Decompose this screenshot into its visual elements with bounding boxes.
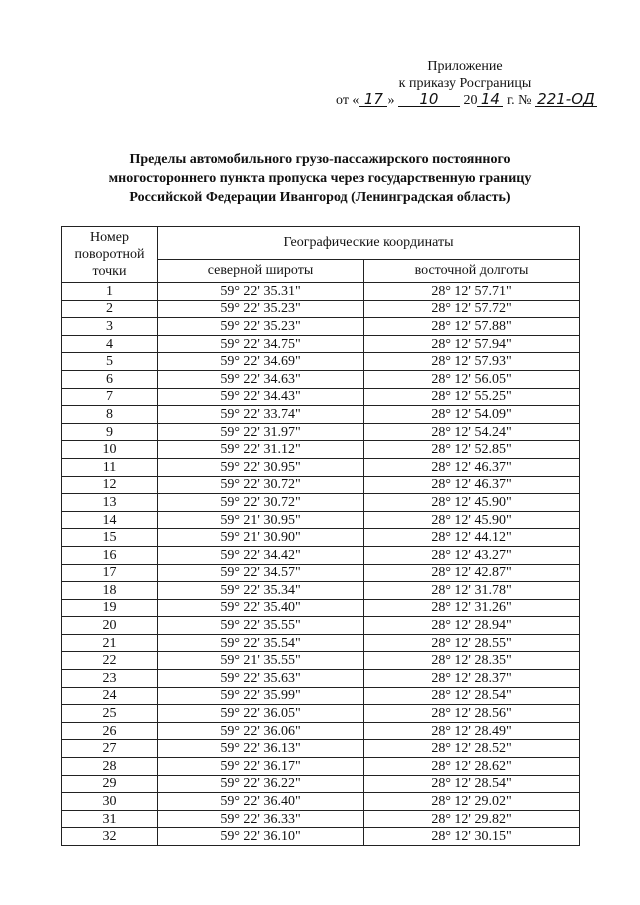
table-row [62, 828, 580, 846]
point-number-cell: 16 [62, 546, 158, 564]
table-row [62, 564, 580, 582]
table-row [62, 652, 580, 670]
latitude-cell: 59° 22' 33.74" [158, 406, 364, 424]
point-number-cell: 6 [62, 370, 158, 388]
longitude-cell: 28° 12' 57.72" [364, 300, 580, 318]
latitude-cell: 59° 22' 36.17" [158, 758, 364, 776]
coordinates-table [61, 226, 580, 846]
table-row [62, 406, 580, 424]
latitude-cell: 59° 22' 36.06" [158, 722, 364, 740]
table-row [62, 722, 580, 740]
longitude-cell: 28° 12' 46.37" [364, 476, 580, 494]
longitude-cell: 28° 12' 28.35" [364, 652, 580, 670]
table-row [62, 494, 580, 512]
table-row [62, 300, 580, 318]
point-number-cell: 9 [62, 423, 158, 441]
longitude-cell: 28° 12' 31.26" [364, 599, 580, 617]
point-number-cell: 24 [62, 687, 158, 705]
table-row [62, 670, 580, 688]
latitude-cell: 59° 22' 34.43" [158, 388, 364, 406]
point-number-cell: 10 [62, 441, 158, 459]
table-row [62, 599, 580, 617]
point-number-cell: 26 [62, 722, 158, 740]
latitude-cell: 59° 22' 30.95" [158, 458, 364, 476]
table-row [62, 388, 580, 406]
point-number-cell: 30 [62, 793, 158, 811]
longitude-cell: 28° 12' 44.12" [364, 529, 580, 547]
latitude-cell: 59° 22' 34.63" [158, 370, 364, 388]
longitude-cell: 28° 12' 28.62" [364, 758, 580, 776]
latitude-cell: 59° 21' 35.55" [158, 652, 364, 670]
point-number-cell: 20 [62, 617, 158, 635]
table-row [62, 458, 580, 476]
order-date-line [336, 92, 600, 109]
longitude-cell: 28° 12' 29.02" [364, 793, 580, 811]
table-row [62, 441, 580, 459]
latitude-cell: 59° 22' 30.72" [158, 494, 364, 512]
latitude-cell: 59° 22' 35.99" [158, 687, 364, 705]
table-row [62, 775, 580, 793]
latitude-cell: 59° 22' 36.10" [158, 828, 364, 846]
longitude-cell: 28° 12' 57.93" [364, 353, 580, 371]
latitude-cell: 59° 21' 30.90" [158, 529, 364, 547]
latitude-cell: 59° 22' 31.97" [158, 423, 364, 441]
longitude-cell: 28° 12' 54.24" [364, 423, 580, 441]
table-row [62, 370, 580, 388]
handwritten-year: 14 [477, 92, 503, 107]
latitude-cell: 59° 22' 34.42" [158, 546, 364, 564]
date-quote-close: » [387, 93, 395, 108]
longitude-cell: 28° 12' 42.87" [364, 564, 580, 582]
latitude-cell: 59° 22' 35.34" [158, 582, 364, 600]
longitude-cell: 28° 12' 52.85" [364, 441, 580, 459]
latitude-cell: 59° 22' 35.54" [158, 634, 364, 652]
longitude-cell: 28° 12' 55.25" [364, 388, 580, 406]
longitude-cell: 28° 12' 46.37" [364, 458, 580, 476]
longitude-cell: 28° 12' 28.49" [364, 722, 580, 740]
longitude-cell: 28° 12' 28.94" [364, 617, 580, 635]
point-number-cell: 4 [62, 335, 158, 353]
handwritten-month: 10 [398, 92, 460, 107]
latitude-cell: 59° 22' 34.57" [158, 564, 364, 582]
point-number-cell: 23 [62, 670, 158, 688]
appendix-block [330, 58, 600, 109]
latitude-cell: 59° 22' 36.40" [158, 793, 364, 811]
point-number-cell: 3 [62, 318, 158, 336]
point-number-cell: 25 [62, 705, 158, 723]
table-row [62, 335, 580, 353]
handwritten-day: 17 [359, 92, 387, 107]
table-row [62, 687, 580, 705]
header-coordinates: Географические координаты [158, 227, 580, 260]
point-number-cell: 27 [62, 740, 158, 758]
latitude-cell: 59° 22' 34.75" [158, 335, 364, 353]
point-number-cell: 14 [62, 511, 158, 529]
point-number-cell: 15 [62, 529, 158, 547]
latitude-cell: 59° 22' 30.72" [158, 476, 364, 494]
longitude-cell: 28° 12' 28.52" [364, 740, 580, 758]
longitude-cell: 28° 12' 28.54" [364, 775, 580, 793]
table-row [62, 546, 580, 564]
table-row [62, 511, 580, 529]
longitude-cell: 28° 12' 28.54" [364, 687, 580, 705]
latitude-cell: 59° 22' 35.63" [158, 670, 364, 688]
longitude-cell: 28° 12' 30.15" [364, 828, 580, 846]
point-number-cell: 1 [62, 283, 158, 301]
point-number-cell: 12 [62, 476, 158, 494]
latitude-cell: 59° 22' 36.05" [158, 705, 364, 723]
appendix-order-ref: к приказу Росграницы [398, 76, 532, 91]
longitude-cell: 28° 12' 57.94" [364, 335, 580, 353]
table-row [62, 423, 580, 441]
longitude-cell: 28° 12' 43.27" [364, 546, 580, 564]
table-row [62, 476, 580, 494]
appendix-label: Приложение [427, 59, 503, 74]
point-number-cell: 19 [62, 599, 158, 617]
table-body [62, 283, 580, 846]
latitude-cell: 59° 22' 35.40" [158, 599, 364, 617]
document-title [60, 150, 580, 207]
point-number-cell: 32 [62, 828, 158, 846]
latitude-cell: 59° 22' 31.12" [158, 441, 364, 459]
latitude-cell: 59° 22' 34.69" [158, 353, 364, 371]
date-prefix: от « [336, 93, 360, 108]
latitude-cell: 59° 22' 36.33" [158, 810, 364, 828]
latitude-cell: 59° 22' 36.13" [158, 740, 364, 758]
longitude-cell: 28° 12' 28.56" [364, 705, 580, 723]
longitude-cell: 28° 12' 56.05" [364, 370, 580, 388]
table-row [62, 529, 580, 547]
longitude-cell: 28° 12' 28.55" [364, 634, 580, 652]
latitude-cell: 59° 21' 30.95" [158, 511, 364, 529]
longitude-cell: 28° 12' 57.88" [364, 318, 580, 336]
point-number-cell: 8 [62, 406, 158, 424]
table-row [62, 740, 580, 758]
table-row [62, 353, 580, 371]
header-longitude: восточной долготы [364, 260, 580, 283]
point-number-cell: 18 [62, 582, 158, 600]
point-number-cell: 11 [62, 458, 158, 476]
title-line-3: Российской Федерации Ивангород (Ленинградская область) [129, 190, 511, 205]
point-number-cell: 28 [62, 758, 158, 776]
year-prefix: 20 [463, 93, 478, 108]
latitude-cell: 59° 22' 35.23" [158, 300, 364, 318]
handwritten-order-number: 221-ОД [535, 92, 597, 107]
point-number-cell: 7 [62, 388, 158, 406]
header-latitude: северной широты [158, 260, 364, 283]
table-row [62, 810, 580, 828]
point-number-cell: 21 [62, 634, 158, 652]
table-row [62, 617, 580, 635]
table-row [62, 318, 580, 336]
point-number-cell: 31 [62, 810, 158, 828]
longitude-cell: 28° 12' 45.90" [364, 511, 580, 529]
point-number-cell: 13 [62, 494, 158, 512]
table-row [62, 634, 580, 652]
title-line-1: Пределы автомобильного грузо-пассажирского постоянного [129, 152, 511, 167]
point-number-cell: 5 [62, 353, 158, 371]
longitude-cell: 28° 12' 28.37" [364, 670, 580, 688]
longitude-cell: 28° 12' 31.78" [364, 582, 580, 600]
latitude-cell: 59° 22' 36.22" [158, 775, 364, 793]
header-point-number: Номер поворотной точки [62, 227, 158, 283]
table-row [62, 705, 580, 723]
latitude-cell: 59° 22' 35.55" [158, 617, 364, 635]
table-row [62, 758, 580, 776]
latitude-cell: 59° 22' 35.31" [158, 283, 364, 301]
order-number-label: г. № [506, 93, 532, 108]
table-row [62, 793, 580, 811]
longitude-cell: 28° 12' 29.82" [364, 810, 580, 828]
point-number-cell: 2 [62, 300, 158, 318]
latitude-cell: 59° 22' 35.23" [158, 318, 364, 336]
longitude-cell: 28° 12' 45.90" [364, 494, 580, 512]
point-number-cell: 22 [62, 652, 158, 670]
table-row [62, 582, 580, 600]
point-number-cell: 29 [62, 775, 158, 793]
point-number-cell: 17 [62, 564, 158, 582]
longitude-cell: 28° 12' 57.71" [364, 283, 580, 301]
longitude-cell: 28° 12' 54.09" [364, 406, 580, 424]
table-row [62, 283, 580, 301]
title-line-2: многостороннего пункта пропуска через государственную границу [108, 171, 532, 186]
